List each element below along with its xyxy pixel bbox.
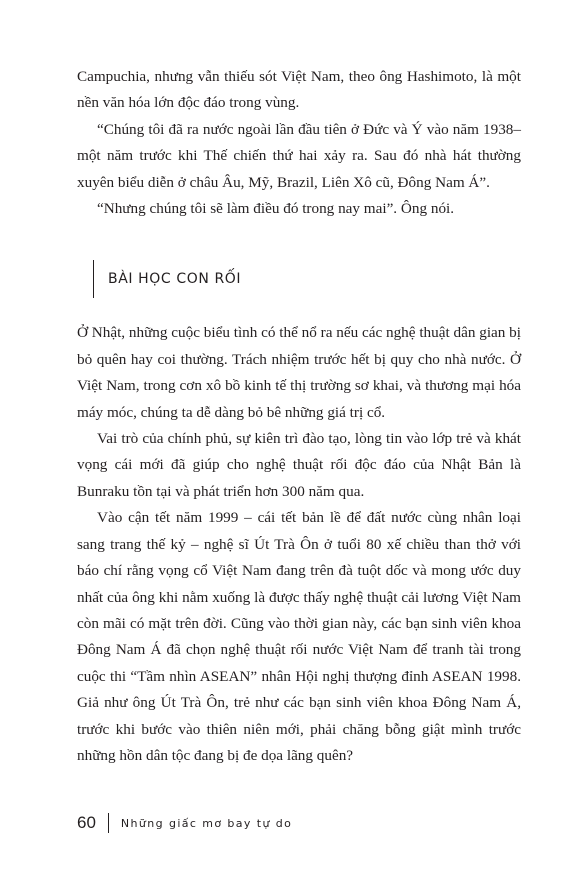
body-paragraph: Ở Nhật, những cuộc biểu tình có thể nổ ra nếu các nghệ thuật dân gian bị bỏ quên hay coi thường. Trách nhiệm trước hết bị quy cho nhà nước. Ở Việt Nam, trong cơn xô bồ kinh tế thị trường sơ khai, và thương mại hóa máy móc, chúng ta dễ dàng bỏ bê những giá trị cổ. [77,324,521,421]
page-body [77,64,521,769]
page-footer [77,810,292,836]
page-number: 60 [77,813,109,833]
body-paragraph: Vai trò của chính phủ, sự kiên trì đào tạo, lòng tin vào lớp trẻ và khát vọng cái mới đã giúp cho nghệ thuật rối độc đáo của Nhật Bản là Bunraku tồn tại và phát triển hơn 300 năm qua. [77,430,521,500]
body-paragraph: Vào cận tết năm 1999 – cái tết bản lề để đất nước cùng nhân loại sang trang thế kỷ – nghệ sĩ Út Trà Ôn ở tuổi 80 xế chiều than thở với báo chí rằng vọng cổ Việt Nam đang trên đà tuột dốc và mong ước duy nhất của ông khi nằm xuống là được thấy nghệ thuật cải lương Việt Nam còn mãi có mặt trên đời. Cũng vào thời gian này, các bạn sinh viên khoa Đông Nam Á đã chọn nghệ thuật rối nước Việt Nam để tranh tài trong cuộc thi “Tầm nhìn ASEAN” nhân Hội nghị thượng đỉnh ASEAN 1998. Giả như ông Út Trà Ôn, trẻ như các bạn sinh viên khoa Đông Nam Á, trước khi bước vào thiên niên mới, phải chăng bỗng giật mình trước những hồn dân tộc đang bị đe dọa lãng quên? [77,509,521,764]
section-heading [93,260,521,298]
body-paragraph: “Chúng tôi đã ra nước ngoài lần đầu tiên ở Đức và Ý vào năm 1938–một năm trước khi Thế chiến thứ hai xảy ra. Sau đó nhà hát thường xuyên biểu diễn ở châu Âu, Mỹ, Brazil, Liên Xô cũ, Đông Nam Á”. [77,120,521,191]
running-title: Những giấc mơ bay tự do [120,816,293,830]
section-spacer [77,298,521,320]
body-paragraph: “Nhưng chúng tôi sẽ làm điều đó trong nay mai”. Ông nói. [97,200,455,218]
body-paragraph: Campuchia, nhưng vẫn thiếu sót Việt Nam, theo ông Hashimoto, là một nền văn hóa lớn độc đáo trong vùng. [77,68,521,112]
section-heading-text: BÀI HỌC CON RỐI [108,271,242,288]
